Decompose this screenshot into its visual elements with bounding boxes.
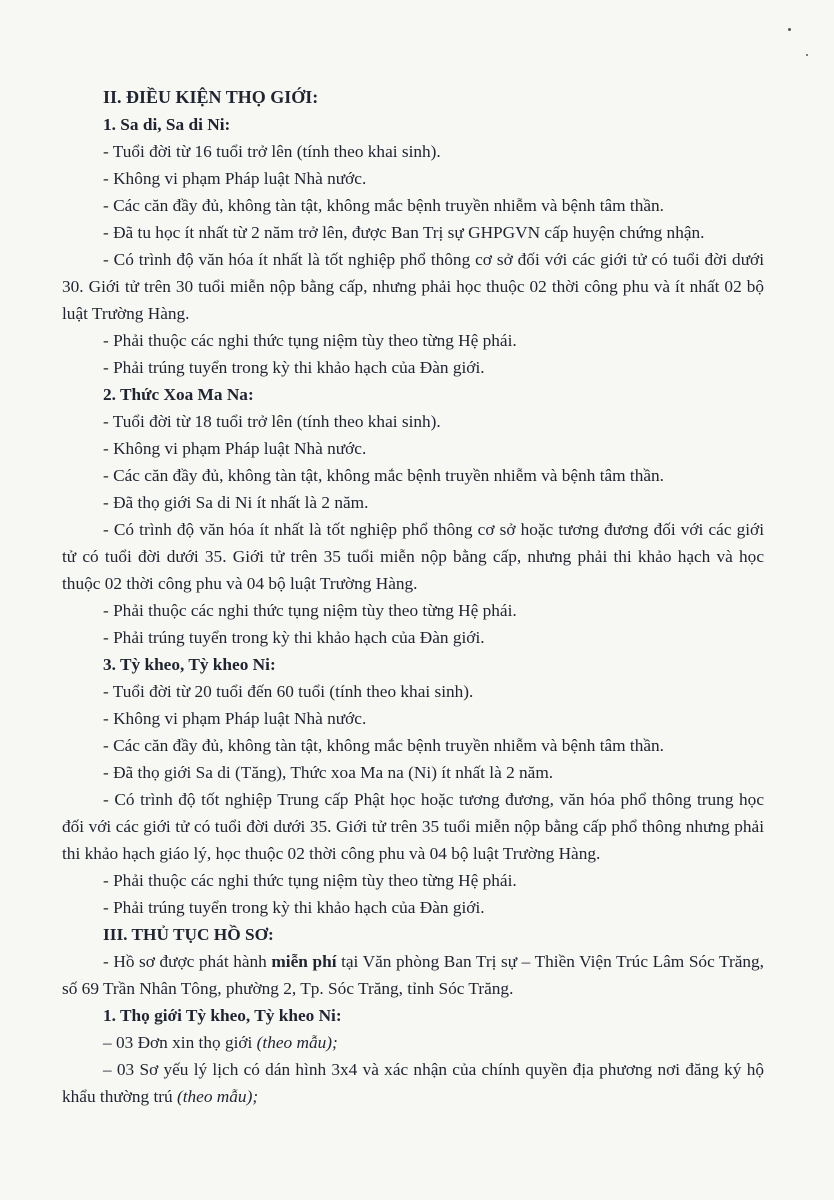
list-item: - Đã tu học ít nhất từ 2 năm trở lên, được Ban Trị sự GHPGVN cấp huyện chứng nhận. [103, 223, 705, 242]
list-item: - Các căn đầy đủ, không tàn tật, không mắc bệnh truyền nhiễm và bệnh tâm thần. [103, 196, 664, 215]
item-note: (theo mẫu); [256, 1033, 338, 1052]
list-item: - Tuổi đời từ 18 tuổi trở lên (tính theo khai sinh). [103, 412, 441, 431]
list-item: - Đã thọ giới Sa di (Tăng), Thức xoa Ma na (Ni) ít nhất là 2 năm. [103, 763, 554, 782]
section-3-title: III. THỦ TỤC HỒ SƠ: [103, 925, 274, 944]
item-text: – 03 Đơn xin thọ giới [103, 1033, 257, 1052]
list-item: - Đã thọ giới Sa di Ni ít nhất là 2 năm. [103, 493, 369, 512]
list-item: - Có trình độ tốt nghiệp Trung cấp Phật học hoặc tương đương, văn hóa phổ thông trung học đối với các giới tử có tuổi đời dưới 35. Giới tử trên 35 tuổi miễn nộp bằng cấp phổ thông nhưng phải thi khảo hạch giáo lý, học thuộc 02 thời công phu và 04 bộ luật Trường Hàng. [62, 790, 764, 863]
group-sa-di [62, 111, 764, 381]
list-item: - Phải trúng tuyển trong kỳ thi khảo hạch của Đàn giới. [103, 628, 485, 647]
intro-text: - Hồ sơ được phát hành [103, 952, 272, 971]
list-item: - Các căn đầy đủ, không tàn tật, không mắc bệnh truyền nhiễm và bệnh tâm thần. [103, 466, 664, 485]
list-item [62, 1056, 764, 1110]
group-thuc-xoa-ma-na [62, 381, 764, 651]
list-item: - Phải thuộc các nghi thức tụng niệm tùy theo từng Hệ phái. [103, 601, 517, 620]
section-2-title: II. ĐIỀU KIỆN THỌ GIỚI: [103, 87, 319, 107]
list-item: - Có trình độ văn hóa ít nhất là tốt nghiệp phổ thông cơ sở hoặc tương đương đối với các giới tử có tuổi đời dưới 35. Giới tử trên 35 tuổi miễn nộp bằng cấp, nhưng phải thi khảo hạch và học thuộc 02 thời công phu và 04 bộ luật Trường Hàng. [62, 520, 764, 593]
group-ty-kheo [62, 651, 764, 921]
list-item: - Có trình độ văn hóa ít nhất là tốt nghiệp phổ thông cơ sở đối với các giới tử có tuổi đời dưới 30. Giới tử trên 30 tuổi miễn nộp bằng cấp, nhưng phải học thuộc 02 thời công phu và ít nhất 02 bộ luật Trường Hàng. [62, 250, 764, 323]
list-item: - Phải thuộc các nghi thức tụng niệm tùy theo từng Hệ phái. [103, 871, 517, 890]
group-heading: 3. Tỳ kheo, Tỳ kheo Ni: [103, 655, 276, 674]
scan-speck [788, 28, 791, 31]
list-item: - Phải trúng tuyển trong kỳ thi khảo hạch của Đàn giới. [103, 898, 485, 917]
list-item: - Phải thuộc các nghi thức tụng niệm tùy theo từng Hệ phái. [103, 331, 517, 350]
item-note: (theo mẫu); [176, 1087, 259, 1106]
group-heading: 1. Sa di, Sa di Ni: [103, 115, 231, 134]
list-item: - Tuổi đời từ 20 tuổi đến 60 tuổi (tính theo khai sinh). [103, 682, 474, 701]
scan-speck [806, 54, 808, 56]
list-item: - Phải trúng tuyển trong kỳ thi khảo hạch của Đàn giới. [103, 358, 485, 377]
section-3-subheading: 1. Thọ giới Tỳ kheo, Tỳ kheo Ni: [103, 1006, 342, 1025]
intro-text: tại Văn phòng Ban Trị sự – Thiền Viện Trúc Lâm Sóc Trăng, số 69 Trần Nhân Tông, phường 2, Tp. Sóc Trăng, tỉnh Sóc Trăng. [62, 952, 764, 998]
item-text: – 03 Sơ yếu lý lịch có dán hình 3x4 và xác nhận của chính quyền địa phương nơi đăng ký hộ khẩu thường trú [62, 1060, 764, 1106]
group-heading: 2. Thức Xoa Ma Na: [103, 385, 254, 404]
intro-bold: miễn phí [271, 952, 337, 971]
list-item: - Không vi phạm Pháp luật Nhà nước. [103, 169, 367, 188]
list-item: - Tuổi đời từ 16 tuổi trở lên (tính theo khai sinh). [103, 142, 441, 161]
list-item: - Không vi phạm Pháp luật Nhà nước. [103, 709, 367, 728]
list-item: - Không vi phạm Pháp luật Nhà nước. [103, 439, 367, 458]
section-3-intro [62, 948, 764, 1002]
list-item: - Các căn đầy đủ, không tàn tật, không mắc bệnh truyền nhiễm và bệnh tâm thần. [103, 736, 664, 755]
list-item [103, 1029, 764, 1056]
